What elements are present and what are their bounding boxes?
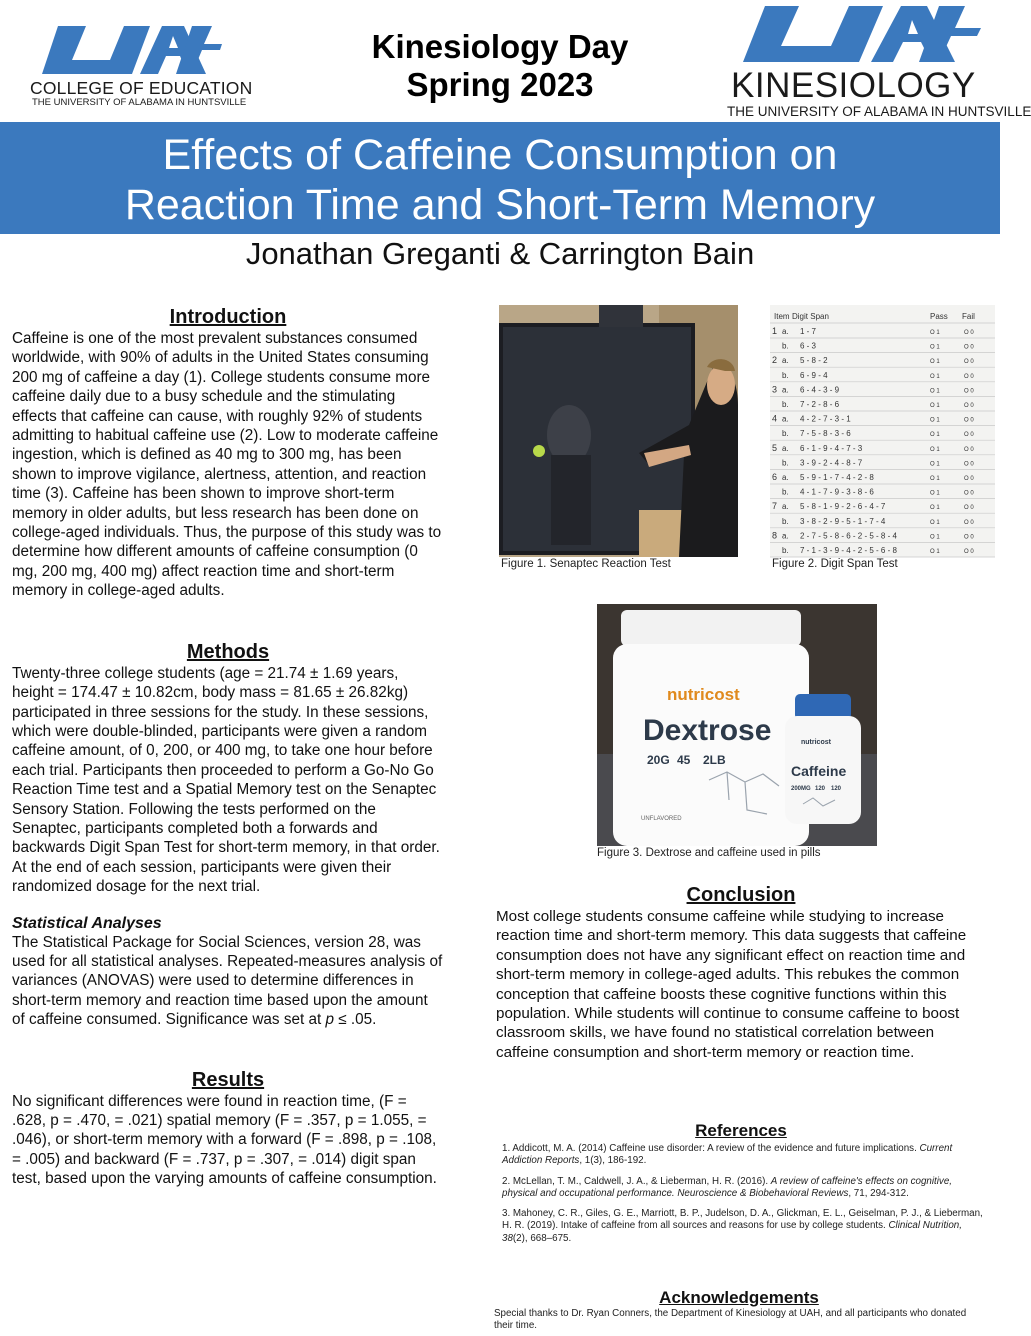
digit-span-digits: 5 - 9 - 1 - 7 - 4 - 2 - 8 [800,473,874,482]
digit-span-pass-mark: O 1 [930,519,940,526]
college-of-education-logo [28,22,253,110]
dextrose-label: Dextrose [643,714,772,747]
uah-logo-mark-icon [28,22,228,78]
digit-span-digits: 4 - 1 - 7 - 9 - 3 - 8 - 6 [800,487,874,497]
digit-span-letter: b. [782,458,789,468]
digit-span-fail-mark: O 0 [964,519,974,526]
digit-span-letter: a. [782,502,789,512]
caffeine-stat-2: 120 [815,786,826,792]
digit-span-fail-mark: O 0 [964,403,974,409]
nutricost-label: nutricost [667,685,740,704]
digit-span-digits: 3 - 9 - 2 - 4 - 8 - 7 [800,458,863,468]
department-name: KINESIOLOGY [731,66,976,105]
digit-span-item-number: 5 [772,442,778,453]
digit-span-pass-mark: O 1 [930,359,940,366]
digit-span-pass-mark: O 1 [930,330,940,336]
digit-span-pass-mark: O 1 [930,490,940,497]
figure-1-caption: Figure 1. Senaptec Reaction Test [501,558,671,570]
digit-span-pass-mark: O 1 [930,388,940,395]
digit-span-pass-mark: O 1 [930,446,940,453]
event-line-1: Kinesiology Day [371,28,629,65]
digit-span-digits: 5 - 8 - 2 [800,356,828,366]
digit-span-pass-mark: O 1 [930,373,940,380]
dextrose-stat-2: 45 [677,753,691,767]
digit-span-digits: 7 - 2 - 8 - 6 [800,400,840,409]
dextrose-flavor-label: UNFLAVORED [641,816,682,822]
digit-span-item-number: 4 [772,413,778,424]
digit-span-digits: 2 - 7 - 5 - 8 - 6 - 2 - 5 - 8 - 4 [800,531,897,541]
uah-logo-mark-icon [725,4,987,66]
references-list [496,1143,986,1245]
dextrose-stat-1: 20G [647,753,670,767]
digit-span-pass-mark: O 1 [930,403,940,409]
digit-span-header: Item [774,312,790,321]
figure-2-photo [770,305,995,557]
digit-span-pass-mark: O 1 [930,461,940,468]
digit-span-pass-mark: O 1 [930,549,940,555]
introduction-text: Caffeine is one of the most prevalent substances consumed worldwide, with 90% of adults in the United States consuming 200 mg of caffeine a day (1). College students consume more caffeine daily due to a busy schedule and the stimulating effects that caffeine can cause, with roughly 92% of students admitting to habitual caffeine use (2). Low to moderate caffeine ingestion, which is defined as 40 mg to 300 mg, has been shown to improve vigilance, alertness, attention, and reaction time (3). Caffeine has been shown to improve short-term memory in older adults, but less research has been done on college-aged individuals. Thus, the purpose of this study was to determine how different amounts of caffeine consumption (0 mg, 200 mg, 400 mg) affect reaction time and short-term memory in college-aged adults. [12,330,442,600]
digit-span-fail-mark: O 0 [964,490,974,497]
references-section [496,1121,986,1253]
event-line-2: Spring 2023 [406,66,594,103]
caffeine-stat-3: 120 [831,786,842,792]
results-heading: Results [191,1068,265,1091]
digit-span-letter: b. [782,487,789,497]
digit-span-fail-mark: O 0 [964,461,974,468]
digit-span-digits: 7 - 5 - 8 - 3 - 6 [800,429,851,439]
reference-item: 2. McLellan, T. M., Caldwell, J. A., & Lieberman, H. R. (2016). A review of caffeine's effects on cognitive, physical and occupational performance. Neuroscience & Biobehavioral Reviews, 71, 294-312. [502,1175,953,1199]
digit-span-fail-mark: O 0 [964,549,974,555]
introduction-heading: Introduction [169,306,287,328]
digit-span-item-number: 6 [772,472,778,482]
reference-item: 1. Addicott, M. A. (2014) Caffeine use disorder: A review of the evidence and future implications. Current Addiction Reports, 1(3), 186-192. [502,1143,953,1167]
digit-span-digits: 6 - 1 - 9 - 4 - 7 - 3 [800,443,863,453]
digit-span-digits: 6 - 9 - 4 [800,370,828,380]
digit-span-letter: b. [782,370,789,380]
digit-span-header: Fail [962,312,975,321]
digit-span-letter: b. [782,516,789,526]
digit-span-fail-mark: O 0 [964,388,974,395]
acknowledgements-text: Special thanks to Dr. Ryan Conners, the Department of Kinesiology at UAH, and all participants who donated their time. [494,1308,967,1331]
digit-span-digits: 5 - 8 - 1 - 9 - 2 - 6 - 4 - 7 [800,502,886,512]
university-name: THE UNIVERSITY OF ALABAMA IN HUNTSVILLE [727,104,1031,119]
digit-span-digits: 1 - 7 [800,327,817,336]
digit-span-item-number: 3 [772,384,778,395]
digit-span-letter: b. [782,341,789,351]
digit-span-fail-mark: O 0 [964,344,974,351]
conclusion-text: Most college students consume caffeine while studying to increase reaction time and short-term memory. This data suggests that caffeine consumption does not have any significant effect on reaction time and short-term memory in college-aged adults. This rebukes the common conception that caffeine boosts these cognitive functions within this population. While students will continue to consume caffeine to boost classroom skills, we have found no statistical correlation between caffeine consumption and short-term memory or reaction time. [496,908,967,1061]
caffeine-stat-1: 200MG [791,786,811,792]
acknowledgements-section [494,1288,984,1332]
digit-span-fail-mark: O 0 [964,534,974,541]
methods-text: Twenty-three college students (age = 21.74 ± 1.69 years, height = 174.47 ± 10.82cm, body mass = 81.65 ± 26.82kg) participated in three sessions for the study. In these sessions, which were double-blinded, participants were given a random caffeine amount, of 0, 200, or 400 mg, to take one hour before each trial. Participants then proceeded to perform a Go-No Go Reaction Time test and a Spatial Memory test on the Senaptec Sensory Station. Following the tests performed on the Senaptec, participants completed both a forwards and backwards Digit Span Test for short-term memory, in that order. At the end of each session, participants were given their randomized dosage for the next trial. [12,664,440,896]
digit-span-letter: a. [782,327,789,336]
digit-span-letter: a. [782,385,789,395]
digit-span-pass-mark: O 1 [930,476,940,482]
digit-span-letter: a. [782,473,789,482]
digit-span-letter: b. [782,429,789,439]
digit-span-pass-mark: O 1 [930,344,940,351]
figure-1-photo [499,305,738,557]
digit-span-item-number: 1 [772,326,778,336]
digit-span-fail-mark: O 0 [964,432,974,439]
digit-span-letter: a. [782,443,789,453]
digit-span-letter: b. [782,400,789,409]
digit-span-fail-mark: O 0 [964,359,974,366]
digit-span-letter: b. [782,546,789,555]
digit-span-letter: a. [782,414,789,424]
dextrose-stat-3: 2LB [703,753,726,767]
digit-span-digits: 6 - 4 - 3 - 9 [800,385,840,395]
digit-span-digits: 7 - 1 - 3 - 9 - 4 - 2 - 5 - 6 - 8 [800,546,897,555]
reference-item: 3. Mahoney, C. R., Giles, G. E., Marriott, B. P., Judelson, D. A., Glickman, E. L., Geiselman, P. J., & Lieberman, H. R. (2019). Intake of caffeine from all sources and reasons for use by college students. Clinical Nutrition, 38(2), 668–675. [502,1208,983,1244]
digit-span-digits: 6 - 3 [800,341,817,351]
college-name: COLLEGE OF EDUCATION [30,78,253,98]
digit-span-pass-mark: O 1 [930,505,940,512]
digit-span-fail-mark: O 0 [964,330,974,336]
digit-span-fail-mark: O 0 [964,446,974,453]
digit-span-pass-mark: O 1 [930,534,940,541]
poster-title-banner [0,122,1000,234]
digit-span-pass-mark: O 1 [930,417,940,424]
digit-span-item-number: 7 [772,501,778,512]
digit-span-header: Digit Span [792,312,829,321]
left-column [12,305,444,1189]
caffeine-label: Caffeine [791,763,847,779]
university-name: THE UNIVERSITY OF ALABAMA IN HUNTSVILLE [32,97,247,108]
results-text: No significant differences were found in reaction time, (F = .628, p = .470, = .021) spatial memory (F = .357, p = 1.055, = .046), or short-term memory with a forward (F = .898, p = .108, = .005) and backward (F = .737, p = .307, = .014) digit span test, based upon the varying amounts of caffeine consumption. [12,1092,437,1188]
digit-span-fail-mark: O 0 [964,417,974,424]
poster-title-line-1: Effects of Caffeine Consumption on [162,131,838,179]
event-title [300,28,700,104]
digit-span-item-number: 2 [772,355,778,366]
authors: Jonathan Greganti & Carrington Bain [245,236,755,271]
conclusion-section [496,883,986,1062]
digit-span-letter: a. [782,531,789,541]
references-heading: References [695,1121,787,1140]
digit-span-letter: a. [782,356,789,366]
digit-span-fail-mark: O 0 [964,505,974,512]
digit-span-digits: 4 - 2 - 7 - 3 - 1 [800,414,851,424]
figure-3-caption: Figure 3. Dextrose and caffeine used in pills [597,847,821,859]
methods-heading: Methods [186,640,270,663]
poster-title-line-2: Reaction Time and Short-Term Memory [124,181,876,229]
digit-span-fail-mark: O 0 [964,476,974,482]
digit-span-digits: 3 - 8 - 2 - 9 - 5 - 1 - 7 - 4 [800,516,886,526]
digit-span-item-number: 8 [772,530,778,541]
digit-span-header: Pass [930,312,948,321]
kinesiology-logo [725,4,1031,120]
digit-span-pass-mark: O 1 [930,432,940,439]
digit-span-fail-mark: O 0 [964,373,974,380]
statistical-analyses-text: The Statistical Package for Social Sciences, version 28, was used for all statistical analyses. Repeated-measures analysis of variances (ANOVAS) were used to determine differences in short-term memory and reaction time based upon the amount of caffeine consumed. Significance was set at p ≤ .05. [12,933,443,1029]
figure-3-photo [597,604,877,846]
conclusion-heading: Conclusion [686,884,796,906]
dextrose-caffeine-image [597,604,877,846]
figure-2-caption: Figure 2. Digit Span Test [772,558,898,570]
digit-span-test-sheet [770,305,995,557]
acknowledgements-heading: Acknowledgements [659,1288,819,1307]
caffeine-brand-label: nutricost [801,739,831,746]
senaptec-reaction-test-image [499,305,738,557]
statistical-analyses-heading: Statistical Analyses [12,914,162,932]
